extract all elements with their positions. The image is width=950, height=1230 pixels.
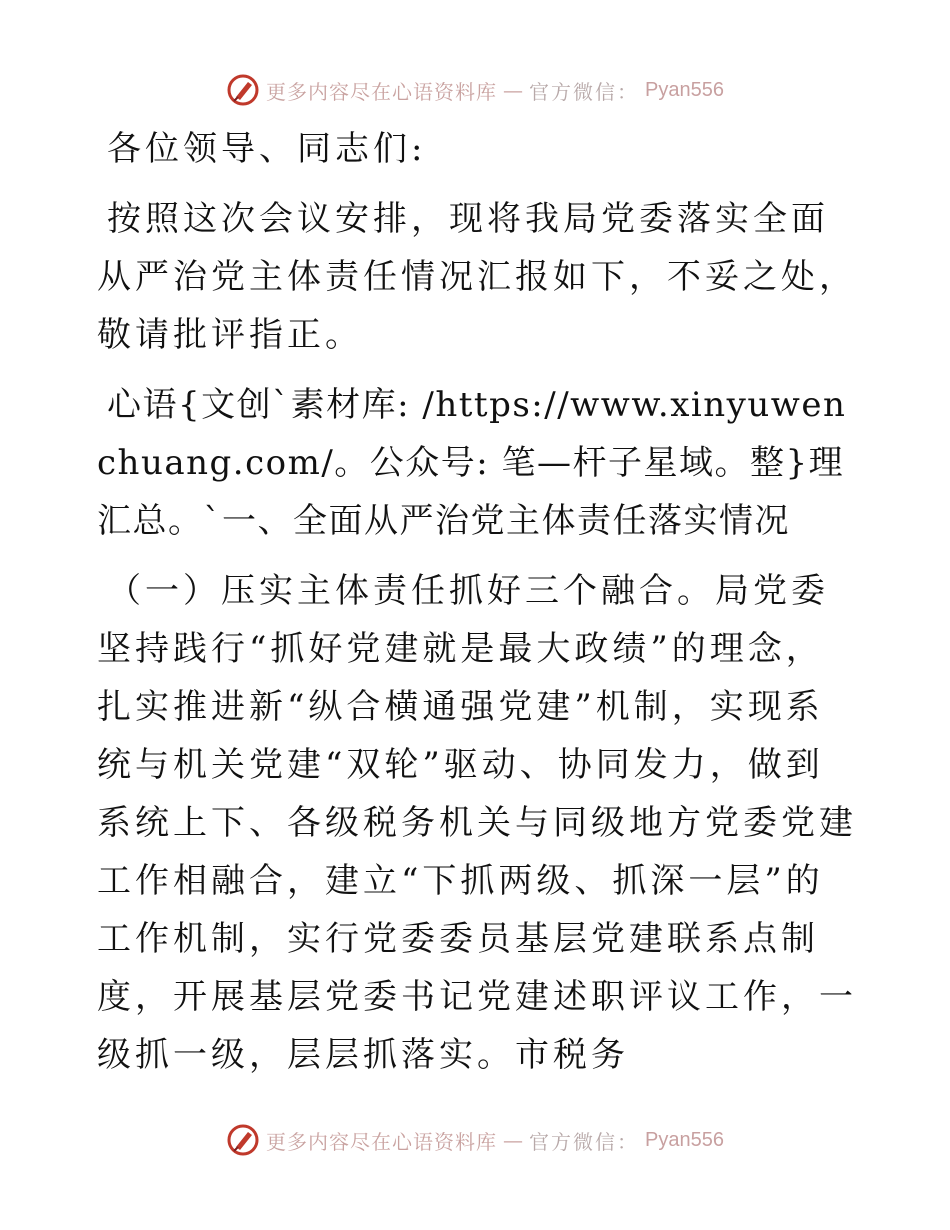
pen-seal-icon (226, 73, 260, 107)
intro-paragraph: 按照这次会议安排，现将我局党委落实全面从严治党主体责任情况汇报如下，不妥之处，敬请批评指正。 (97, 199, 857, 355)
document-body (97, 120, 857, 1096)
watermark-dash: — (503, 78, 524, 102)
source-paragraph: 心语{文创`素材库: /https://www.xinyuwenchuang.com/。公众号: 笔—杆子星域。整}理汇总。`一、全面从严治党主体责任落实情况 (97, 385, 847, 541)
section-one-paragraph: （一）压实主体责任抓好三个融合。局党委坚持践行“抓好党建就是最大政绩”的理念，扎实推进新“纵合横通强党建”机制，实现系统与机关党建“双轮”驱动、协同发力，做到系统上下、各级税务机关与同级地方党委党建工作相融合，建立“下抓两级、抓深一层”的工作机制，实行党委委员基层党建联系点制度，开展基层党委书记党建述职评议工作，一级抓一级，层层抓落实。市税务 (97, 571, 857, 1075)
watermark-label: 官方微信： (529, 79, 640, 104)
watermark-dash: — (503, 1128, 524, 1152)
salutation: 各位领导、同志们: (107, 129, 427, 169)
pen-seal-icon (226, 1123, 260, 1157)
watermark-brand: 更多内容尽在心语资料库 (266, 79, 498, 104)
footer-watermark (0, 1120, 950, 1160)
watermark-brand: 更多内容尽在心语资料库 (266, 1129, 498, 1154)
watermark-wechat-id: Pyan556 (645, 78, 724, 101)
watermark-label: 官方微信： (529, 1129, 640, 1154)
watermark-wechat-id: Pyan556 (645, 1128, 724, 1151)
header-watermark (0, 70, 950, 110)
